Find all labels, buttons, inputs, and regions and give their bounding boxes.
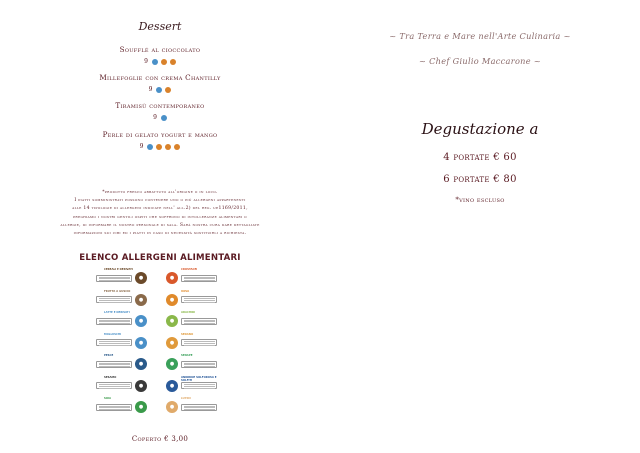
allergen-label: SENAPE	[181, 354, 193, 357]
allergen-dot	[147, 144, 153, 150]
allergen-description-box	[181, 382, 217, 389]
egg-icon: ●	[166, 294, 178, 306]
allergen-markers	[0, 114, 320, 121]
shell-icon: ●	[135, 337, 147, 349]
allergen-entry	[96, 289, 147, 306]
allergen-description-box	[96, 296, 132, 303]
allergen-number: 9	[153, 114, 157, 121]
sulfite-icon: ●	[166, 380, 178, 392]
notice-line: alle 14 tipologie di allergeni indicate nell' all.2) del reg. ue1169/2011,	[72, 206, 248, 212]
tagline-text: Tra Terra e Mare nell'Arte Culinaria	[399, 31, 561, 41]
allergen-dot	[161, 59, 167, 65]
allergen-description-box	[96, 275, 132, 282]
allergen-label: SOIA	[104, 397, 112, 400]
coperto-price: Coperto € 3,00	[131, 435, 189, 443]
allergen-label: LUPINI	[181, 397, 191, 400]
allergen-description-box	[181, 275, 217, 282]
notice-line: allergie, di informare il nostro personale di sala. Sarà nostra cura dare dettagliate	[60, 222, 260, 228]
allergen-dot	[170, 59, 176, 65]
tagline: ~ Tra Terra e Mare nell'Arte Culinaria ~	[389, 31, 571, 41]
allergen-entry	[96, 397, 147, 413]
dessert-item	[0, 73, 320, 93]
right-column	[320, 0, 640, 453]
allergen-dot	[165, 144, 171, 150]
allergen-notice	[40, 189, 280, 238]
soy-icon: ●	[135, 401, 147, 413]
allergen-entry	[166, 332, 217, 349]
allergen-number: 9	[148, 86, 153, 93]
allergen-markers	[0, 143, 320, 150]
allergen-dot	[165, 87, 171, 93]
allergen-entry	[166, 397, 217, 413]
allergen-entry	[166, 311, 217, 327]
allergen-description-box	[96, 361, 132, 368]
allergen-list-title: ELENCO ALLERGENI ALIMENTARI	[79, 253, 241, 263]
allergen-dot	[156, 87, 162, 93]
allergen-label: ANIDRIDE SOLFOROSA E SOLFITI	[181, 375, 217, 382]
milk-icon: ●	[135, 315, 147, 327]
allergen-dot	[152, 59, 158, 65]
allergen-description-box	[181, 318, 217, 325]
allergen-markers	[0, 86, 320, 93]
dessert-title: Dessert	[138, 20, 182, 33]
mustard-icon: ●	[166, 358, 178, 370]
allergen-entry	[166, 289, 217, 306]
allergen-label: PESCE	[104, 354, 114, 357]
dessert-item-name: Soufflé al cioccolato	[119, 45, 201, 54]
allergen-description-box	[181, 296, 217, 303]
dessert-item-name: Perle di gelato yogurt e mango	[102, 130, 218, 139]
allergen-entry	[96, 354, 147, 370]
allergen-description-box	[181, 361, 217, 368]
allergen-label: MOLLUSCHI	[104, 332, 122, 336]
allergen-entry	[166, 354, 217, 370]
wheat-icon: ●	[135, 272, 147, 284]
allergen-description-box	[96, 404, 132, 411]
tasting-price: 6 portate € 80	[443, 174, 517, 185]
allergen-chart	[96, 268, 226, 420]
allergen-number: 9	[144, 58, 148, 65]
sesame-icon: ●	[135, 380, 147, 392]
dessert-item	[0, 130, 320, 150]
allergen-label: CROSTACEI	[181, 268, 198, 271]
allergen-entry	[96, 375, 147, 392]
shrimp-icon: ●	[166, 272, 178, 284]
allergen-entry	[96, 311, 147, 327]
notice-line: preghiamo i nostri gentili ospiti che soffrono di intolleranze alimentari o	[73, 214, 247, 220]
allergen-entry	[166, 268, 217, 284]
allergen-entry	[166, 375, 217, 392]
dessert-item	[0, 45, 320, 65]
allergen-label: CEREALI E DERIVATI	[104, 268, 133, 271]
notice-line: informazioni sui cibi ed i piatti in caso di necessità sostituirli a richiesta.	[73, 231, 247, 237]
notice-line: I piatti somministrati possono contenere uno o più allergeni appartenenti	[74, 198, 246, 204]
tasting-price: 4 portate € 60	[443, 152, 517, 163]
allergen-markers	[0, 58, 320, 65]
dessert-item	[0, 101, 320, 121]
tasting-title: Degustazione a	[421, 120, 539, 138]
allergen-label: FRUTTA A GUSCIO	[104, 289, 131, 293]
allergen-dot	[161, 115, 167, 121]
chef-name: ~ Chef Giulio Maccarone ~	[419, 56, 541, 66]
wine-excluded-note: *vino escluso	[455, 196, 505, 204]
allergen-label: ARACHIDI	[181, 311, 196, 314]
allergen-label: SEDANO	[181, 332, 194, 336]
allergen-dot	[174, 144, 180, 150]
peanut-icon: ●	[166, 315, 178, 327]
allergen-number: 9	[139, 143, 144, 150]
allergen-entry	[96, 332, 147, 349]
chef-name-text: Chef Giulio Maccarone	[429, 56, 531, 66]
allergen-label: LATTE E DERIVATI	[104, 311, 130, 314]
allergen-description-box	[181, 339, 217, 346]
allergen-dot	[156, 144, 162, 150]
celery-icon: ●	[166, 337, 178, 349]
notice-line: *prodotto fresco abbattuto all'origine o in loco.	[102, 190, 218, 195]
allergen-label: UOVA	[181, 289, 190, 293]
lupin-icon: ●	[166, 401, 178, 413]
allergen-description-box	[96, 318, 132, 325]
allergen-description-box	[181, 404, 217, 411]
allergen-entry	[96, 268, 147, 284]
dessert-item-name: Tiramisù contemporaneo	[115, 101, 205, 110]
dessert-item-name: Millefoglie con crema Chantilly	[99, 73, 221, 82]
nut-icon: ●	[135, 294, 147, 306]
allergen-description-box	[96, 339, 132, 346]
allergen-description-box	[96, 382, 132, 389]
fish-icon: ●	[135, 358, 147, 370]
allergen-label: SESAMO	[104, 375, 117, 379]
